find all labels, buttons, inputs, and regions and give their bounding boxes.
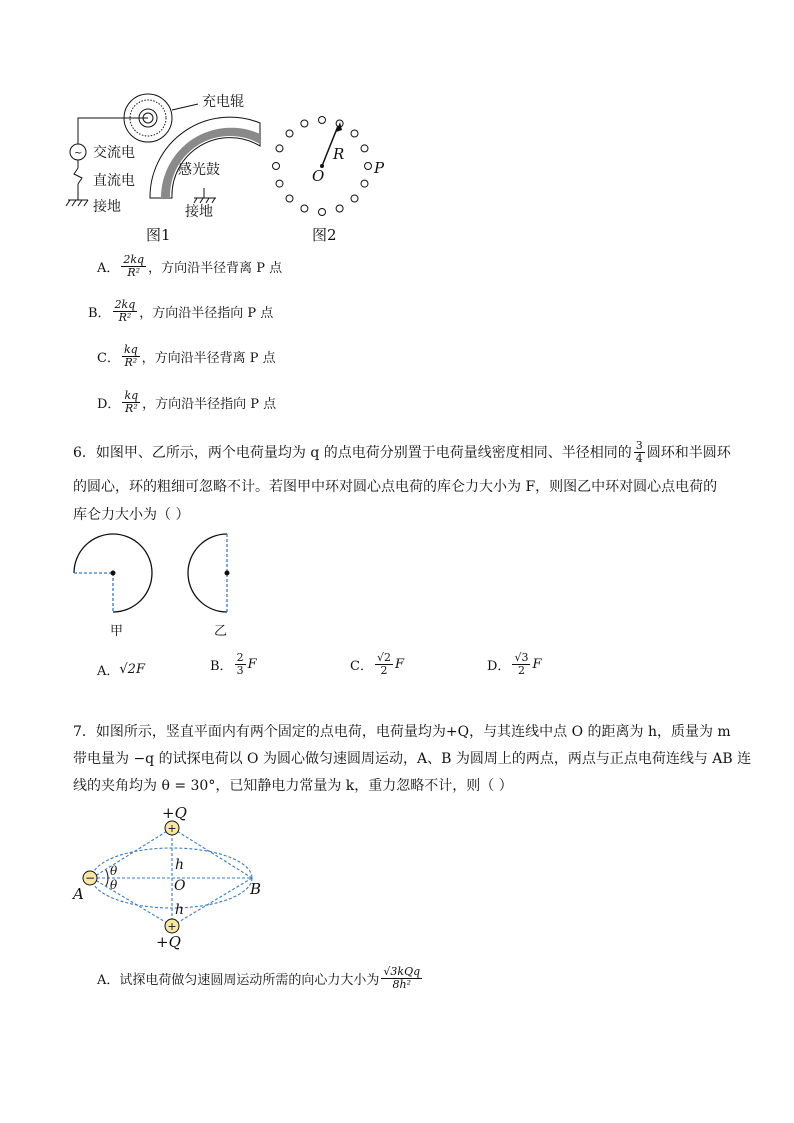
- q6-fraction: $\frac{3}{4}$: [635, 439, 643, 465]
- q7-figure: [70, 802, 270, 952]
- ring-charge-circle: [319, 117, 326, 124]
- ring-charge-circle: [286, 195, 293, 202]
- q6-line3: 库仑力大小为（ ）: [73, 507, 190, 523]
- ring-charge-circle: [301, 205, 308, 212]
- option-fraction: $\frac{2kq}{\text{R²}}$: [114, 298, 136, 324]
- ring-charge-circle: [365, 163, 372, 170]
- drum-label: 感光鼓: [178, 162, 220, 178]
- fig1-caption: 图1: [146, 226, 171, 244]
- ring-charge-circle: [276, 180, 283, 187]
- option-text: A．试探电荷做匀速圆周运动所需的向心力大小为: [97, 973, 380, 988]
- q7-line1: 7．如图所示，竖直平面内有两个固定的点电荷，电荷量均为+Q，与其连线中点 O 的距离为 h，质量为 m: [73, 724, 731, 740]
- option-text: F: [247, 657, 257, 672]
- q7-line3: 线的夹角均为 θ = 30°，已知静电力常量为 k，重力忽略不计，则（ ）: [73, 778, 513, 794]
- q6-line1-text: 6．如图甲、乙所示，两个电荷量均为 q 的点电荷分别置于电荷量线密度相同、半径相同的: [73, 444, 632, 461]
- q7-B-label: B: [250, 880, 262, 898]
- q6-fig-jia: 甲: [110, 624, 124, 639]
- option-fraction: $\frac{2}{3}$: [236, 651, 244, 677]
- ring-charge-circle: [351, 195, 358, 202]
- fig2-caption: 图2: [312, 226, 337, 244]
- ring-charge-circle: [319, 209, 326, 216]
- option-letter: D．: [487, 659, 511, 674]
- q6-fig-yi: 乙: [214, 624, 228, 639]
- fig2-O-label: O: [312, 167, 325, 185]
- option-text: √2F: [119, 662, 145, 677]
- ring-charge-circle: [351, 130, 358, 137]
- ground1-label: 接地: [93, 199, 121, 215]
- svg-text:−: −: [84, 871, 96, 885]
- option-letter: A．: [97, 664, 120, 679]
- option-fraction: $\frac{√2}{2}$: [376, 651, 391, 677]
- q6-option-a[interactable]: [97, 660, 145, 679]
- figure-1-and-2: [60, 88, 400, 248]
- fig2-P-label: P: [374, 159, 385, 177]
- option-text: F: [532, 657, 542, 672]
- q6-option-c[interactable]: [350, 652, 404, 677]
- q6-line2: 的圆心，环的粗细可忽略不计。若图甲中环对圆心点电荷的库仑力大小为 F，则图乙中环对圆心点电荷的: [73, 479, 718, 495]
- q5-option-d[interactable]: [97, 390, 276, 415]
- ground2-label: 接地: [185, 204, 213, 220]
- q6-figures: [66, 528, 266, 618]
- q7-top-charge-label: +Q: [162, 804, 187, 822]
- q6-line1: [73, 440, 731, 465]
- q7-A-label: A: [73, 885, 84, 903]
- ring-charge-circle: [361, 145, 368, 152]
- option-letter: C．: [97, 351, 120, 366]
- option-letter: B．: [88, 306, 111, 321]
- q7-theta-lower: θ: [110, 878, 118, 892]
- q7-h-upper: h: [175, 857, 185, 873]
- option-text: ，方向沿半径背离 P 点: [141, 351, 276, 366]
- q6-option-b[interactable]: [210, 652, 257, 677]
- fig2-R-label: R: [333, 145, 345, 163]
- ring-charge-circle: [286, 130, 293, 137]
- ac-label: 交流电: [93, 145, 135, 161]
- roller-label: 充电辊: [202, 94, 244, 110]
- ring-charge-circle: [273, 163, 280, 170]
- option-text: F: [394, 657, 404, 672]
- dc-label: 直流电: [93, 173, 135, 189]
- option-fraction: $\frac{kq}{\text{R²}}$: [124, 389, 139, 415]
- q7-line2: 带电量为 −q 的试探电荷以 O 为圆心做匀速圆周运动，A、B 为圆周上的两点，两点与正点电荷连线与 AB 连: [73, 751, 752, 767]
- q7-O-label: O: [174, 878, 186, 894]
- option-fraction: $\frac{\text{√3kQq}}{\text{8h²}}$: [383, 965, 421, 991]
- option-fraction: $\frac{√3}{2}$: [514, 651, 529, 677]
- ring-charge-circle: [276, 145, 283, 152]
- option-letter: C．: [350, 659, 373, 674]
- option-text: ，方向沿半径指向 P 点: [142, 397, 277, 412]
- q7-theta-upper: θ: [110, 864, 118, 878]
- svg-text:+: +: [167, 920, 177, 933]
- ring-charge-circle: [336, 205, 343, 212]
- q7-option-a[interactable]: [97, 966, 424, 991]
- q7-h-lower: h: [175, 902, 185, 918]
- q6-line1-tail: 圆环和半圆环: [646, 444, 731, 461]
- option-letter: D．: [97, 397, 121, 412]
- svg-text:+: +: [167, 822, 177, 835]
- option-letter: A．: [97, 261, 120, 276]
- option-text: ，方向沿半径指向 P 点: [139, 306, 274, 321]
- option-text: ，方向沿半径背离 P 点: [148, 261, 283, 276]
- ac-source-symbol: ~: [74, 148, 83, 159]
- option-fraction: $\frac{kq}{\text{R²}}$: [123, 343, 138, 369]
- q5-option-a[interactable]: [97, 254, 282, 279]
- ring-charge-circle: [301, 120, 308, 127]
- q5-option-b[interactable]: [88, 299, 273, 324]
- option-letter: B．: [210, 659, 233, 674]
- q5-option-c[interactable]: [97, 344, 276, 369]
- q6-option-d[interactable]: [487, 652, 541, 677]
- option-fraction: $\frac{2kq}{\text{R²}}$: [123, 253, 145, 279]
- q7-bottom-charge-label: +Q: [156, 933, 181, 951]
- ring-charge-circle: [361, 180, 368, 187]
